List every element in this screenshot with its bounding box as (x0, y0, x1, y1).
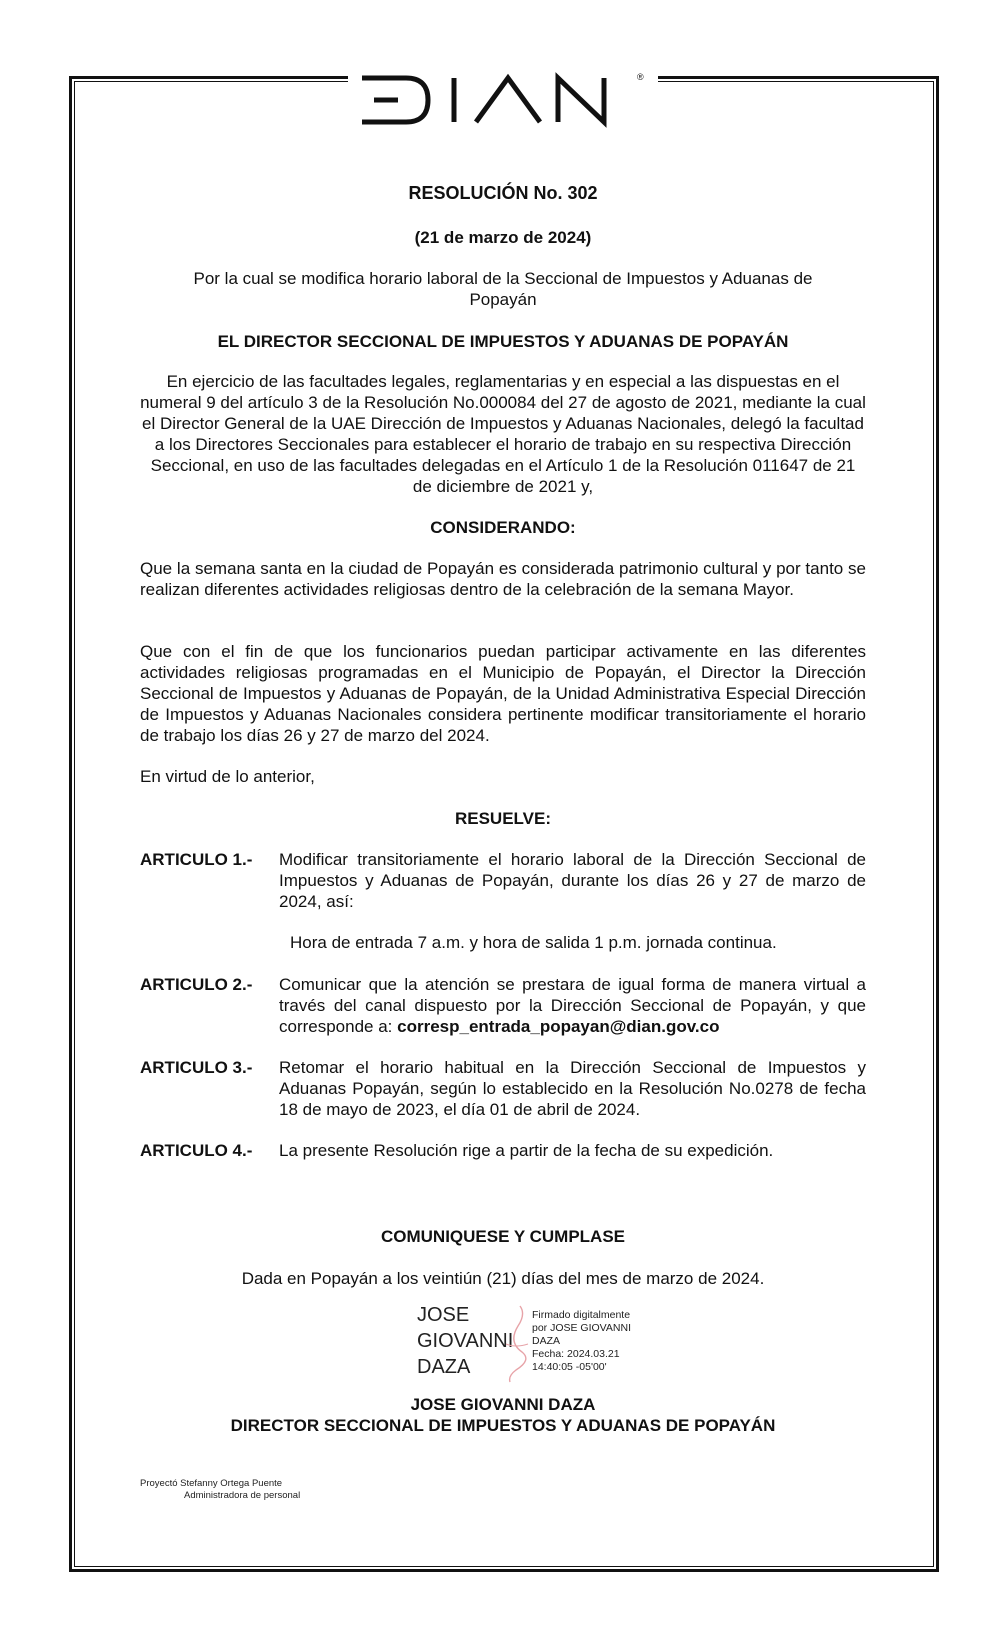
article-2-label: ARTICULO 2.- (140, 975, 253, 994)
closing-given: Dada en Popayán a los veintiún (21) días del mes de marzo de 2024. (241, 1269, 765, 1288)
digital-signature-line: Firmado digitalmente (532, 1309, 631, 1321)
prepared-by (140, 1478, 300, 1502)
article-1-label: ARTICULO 1.- (140, 850, 253, 869)
resolution-title: RESOLUCIÓN No. 302 (408, 183, 598, 203)
article-3-text: Retomar el horario habitual en la Dirección Seccional de Impuestos y Aduanas Popayán, según lo establecido en la Resolución No.0278 de fecha 18 de mayo de 2023, el día 01 de abril de 2024. (279, 1058, 866, 1119)
article-2-email: corresp_entrada_popayan@dian.gov.co (397, 1017, 720, 1036)
digital-signature-info (532, 1309, 631, 1374)
authority-heading: EL DIRECTOR SECCIONAL DE IMPUESTOS Y ADUANAS DE POPAYÁN (217, 332, 789, 351)
dian-logo (358, 70, 638, 128)
article-4-text: La presente Resolución rige a partir de la fecha de su expedición. (279, 1141, 774, 1160)
signature-name-line: DAZA (417, 1356, 471, 1378)
digital-signature-line: 14:40:05 -05'00' (532, 1361, 607, 1373)
prepared-by-name: Proyectó Stefanny Ortega Puente (140, 1478, 283, 1489)
signature-name-line: JOSE (417, 1304, 470, 1326)
digital-signature-line: DAZA (532, 1335, 561, 1347)
signature-name-line: GIOVANNI (417, 1330, 514, 1352)
resolution-subject: Por la cual se modifica horario laboral de la Seccional de Impuestos y Aduanas de Popayán (193, 269, 813, 309)
digital-signature-line: Fecha: 2024.03.21 (532, 1348, 620, 1360)
article-1-text: Modificar transitoriamente el horario laboral de la Dirección Seccional de Impuestos y Aduanas de Popayán, durante los días 26 y 27 de marzo de 2024, así: (279, 850, 866, 911)
considerando-paragraph-2: Que con el fin de que los funcionarios puedan participar activamente en las diferentes actividades religiosas programadas en el Municipio de Popayán, el Director la Dirección Seccional de Impuestos y Aduanas de Popayán, de la Unidad Administrativa Especial Dirección de Impuestos y Aduanas Nacionales considera pertinente modificar transitoriamente el horario de trabajo los días 26 y 27 de marzo del 2024. (140, 642, 866, 745)
considerando-paragraph-1: Que la semana santa en la ciudad de Popayán es considerada patrimonio cultural y por tanto se realizan diferentes actividades religiosas dentro de la celebración de la semana Mayor. (140, 559, 866, 599)
digital-signature-line: por JOSE GIOVANNI (532, 1322, 631, 1334)
prepared-by-role: Administradora de personal (184, 1490, 301, 1501)
article-3-label: ARTICULO 3.- (140, 1058, 253, 1077)
registered-mark: ® (637, 72, 644, 82)
closing-heading: COMUNIQUESE Y CUMPLASE (380, 1227, 626, 1246)
logo-text: DIAN (358, 70, 361, 71)
signer-name: JOSE GIOVANNI DAZA (410, 1395, 596, 1414)
preamble-paragraph: En ejercicio de las facultades legales, reglamentarias y en especial a las dispuestas en el numeral 9 del artículo 3 de la Resolución No.000084 del 27 de agosto de 2021, mediante la cual el Director General de la UAE Dirección de Impuestos y Aduanas Nacionales, delegó la facultad a los Directores Seccionales para establecer el horario de trabajo en su respectiva Dirección Seccional, en uso de las facultades delegadas en el Artículo 1 de la Resolución 011647 de 21 de diciembre de 2021 y, (140, 372, 866, 496)
signer-title: DIRECTOR SECCIONAL DE IMPUESTOS Y ADUANAS DE POPAYÁN (230, 1416, 776, 1435)
article-2-text (279, 974, 866, 1037)
article-1-schedule: Hora de entrada 7 a.m. y hora de salida 1 p.m. jornada continua. (290, 933, 777, 952)
article-4-label: ARTICULO 4.- (140, 1141, 253, 1160)
resuelve-heading: RESUELVE: (454, 809, 552, 828)
article-2-body: Comunicar que la atención se prestara de igual forma de manera virtual a través del canal dispuesto por la Dirección Seccional de Popayán, y que corresponde a: (279, 975, 866, 1036)
considerando-heading: CONSIDERANDO: (430, 518, 576, 537)
digital-signature-mark (498, 1304, 536, 1384)
considerando-paragraph-3: En virtud de lo anterior, (140, 767, 315, 786)
resolution-date: (21 de marzo de 2024) (414, 228, 592, 247)
